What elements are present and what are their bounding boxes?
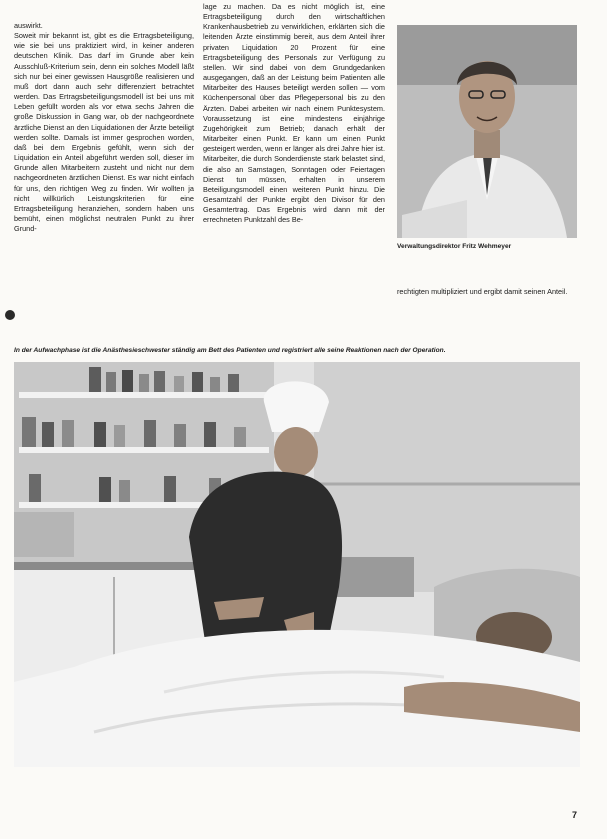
portrait-photo [397,25,577,238]
article-column-2: lage zu machen. Da es nicht möglich ist, eine Ertragsbeteiligung durch den wirtschaftlichen Krankenhausbetrieb zu verwirklichen, erklärten sich die leitenden Ärzte einstimmig bereit, aus dem Anteil ihrer privaten Liquidation 20 Prozent für eine Ertragsbeteiligung des Personals zur Verfügung zu stellen. Wir sind dabei von dem Grundgedanken ausgegangen, daß an der Leistung beim Patienten alle Mitarbeiter des Hauses beteiligt werden sollen — vom Küchenpersonal über das Pflegepersonal bis zu den Ärzten. Dabei arbeiten wir nach einem Punktesystem. Voraussetzung ist eine mindestens einjährige Zugehörigkeit zum Betrieb; danach erhält der Mitarbeiter einen Punkt. Er kann um einen Punkt gesteigert werden, wenn er länger als drei Jahre hier ist. Mitarbeiter, die durch Sonderdienste stark belastet sind, die also an Samstagen, Sonntagen oder Feiertagen Dienst tun müssen, erhalten in unserem Beteiligungsmodell einen weiteren Punkt hinzu. Die Gesamtzahl der Punkte ergibt den Divisor für den Gesamtertrag. Das Ergebnis wird dann mit der errechneten Punktzahl des Be- [203,2,385,225]
article-column-3: rechtigten multipliziert und ergibt damit seinen Anteil. [397,287,568,296]
article-column-1: auswirkt. Soweit mir bekannt ist, gibt es die Ertragsbeteiligung, wie sie bei uns praktiziert wird, in keiner anderen deutschen Klinik. Das darf im Grunde aber kein Ausschluß-Kriterium sein, denn ein solches Modell läßt sich nur bei einer gewissen Hausgröße realisieren und muß dort dann auch sehr differenziert betrachtet werden. Das Ertragsbeteiligungsmodell ist bei uns mit Leben gefüllt worden als vor etwa sechs Jahren die große Diskussion in Gang war, ob der nachgeordnete ärztliche Dienst an den Liquidationen der Ärzte beteiligt werden sollte. Damals ist immer gesprochen worden, daß bei dem Ergebnis gefühlt, wenn sich der Liquidation ein Anteil abgeführt werden soll, dieser im Grunde allen Mitarbeitern zusteht und nicht nur dem nachgeordneten ärztlichen Dienst. Es war nicht einfach für uns, den richtigen Weg zu finden. Wir wollten ja nicht willkürlich Leistungskriterien für eine Ertragsbeteiligung heranziehen, sondern haben uns bemüht, einen möglichst neutralen Punkt zu ihrer Grund- [14,21,194,234]
punch-hole-mark [5,310,15,320]
main-photo-caption: In der Aufwachphase ist die Anästhesieschwester ständig am Bett des Patienten und registriert alle seine Reaktionen nach der Operation. [14,347,446,354]
page-number: 7 [572,810,578,820]
hospital-photo [14,362,580,767]
portrait-caption: Verwaltungsdirektor Fritz Wehmeyer [397,243,512,250]
